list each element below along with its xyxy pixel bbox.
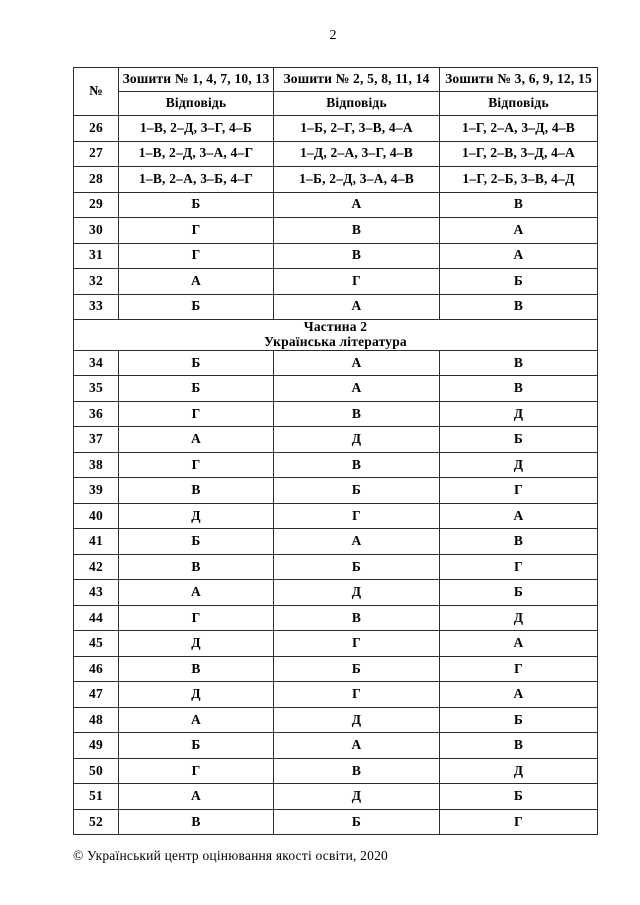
answer-cell: А bbox=[119, 269, 274, 295]
answer-cell: 1–Г, 2–Б, 3–В, 4–Д bbox=[440, 167, 598, 193]
answer-cell: Б bbox=[440, 269, 598, 295]
column-subheader-answer-3: Відповідь bbox=[440, 92, 598, 116]
answer-cell: В bbox=[440, 350, 598, 376]
answer-cell: Б bbox=[440, 427, 598, 453]
answer-cell: А bbox=[274, 529, 440, 555]
question-number-cell: 30 bbox=[74, 218, 119, 244]
question-number-cell: 42 bbox=[74, 554, 119, 580]
answer-row bbox=[74, 218, 598, 244]
answer-cell: Б bbox=[119, 350, 274, 376]
question-number-cell: 38 bbox=[74, 452, 119, 478]
question-number-cell: 27 bbox=[74, 141, 119, 167]
answer-cell: Г bbox=[440, 478, 598, 504]
table-body bbox=[74, 116, 598, 835]
answer-cell: Б bbox=[274, 656, 440, 682]
answer-cell: Б bbox=[274, 478, 440, 504]
answer-cell: В bbox=[119, 809, 274, 835]
answer-cell: А bbox=[119, 784, 274, 810]
question-number-cell: 47 bbox=[74, 682, 119, 708]
header-row-groups bbox=[74, 68, 598, 92]
answer-cell: Д bbox=[274, 707, 440, 733]
answer-cell: Г bbox=[119, 218, 274, 244]
answer-cell: Д bbox=[274, 580, 440, 606]
answer-row bbox=[74, 478, 598, 504]
answer-cell: В bbox=[274, 218, 440, 244]
answer-row bbox=[74, 682, 598, 708]
answer-cell: 1–Г, 2–А, 3–Д, 4–В bbox=[440, 116, 598, 142]
answer-row bbox=[74, 656, 598, 682]
answer-cell: 1–В, 2–А, 3–Б, 4–Г bbox=[119, 167, 274, 193]
column-header-group-3: Зошити № 3, 6, 9, 12, 15 bbox=[440, 68, 598, 92]
question-number-cell: 45 bbox=[74, 631, 119, 657]
question-number-cell: 46 bbox=[74, 656, 119, 682]
answer-cell: Д bbox=[119, 682, 274, 708]
question-number-cell: 39 bbox=[74, 478, 119, 504]
answer-row bbox=[74, 605, 598, 631]
answer-cell: В bbox=[440, 529, 598, 555]
answer-cell: В bbox=[274, 605, 440, 631]
question-number-cell: 28 bbox=[74, 167, 119, 193]
answer-cell: А bbox=[440, 682, 598, 708]
question-number-cell: 36 bbox=[74, 401, 119, 427]
answer-cell: Г bbox=[274, 269, 440, 295]
answer-cell: Г bbox=[119, 401, 274, 427]
answer-cell: Д bbox=[440, 452, 598, 478]
answer-cell: Д bbox=[119, 631, 274, 657]
answer-cell: Б bbox=[119, 294, 274, 320]
page-number: 2 bbox=[329, 28, 337, 43]
question-number-cell: 29 bbox=[74, 192, 119, 218]
answer-row bbox=[74, 141, 598, 167]
answer-row bbox=[74, 192, 598, 218]
answer-cell: В bbox=[119, 656, 274, 682]
answer-row bbox=[74, 503, 598, 529]
answer-row bbox=[74, 350, 598, 376]
answer-cell: А bbox=[274, 350, 440, 376]
question-number-cell: 40 bbox=[74, 503, 119, 529]
answer-cell: А bbox=[440, 631, 598, 657]
answer-cell: 1–В, 2–Д, 3–Г, 4–Б bbox=[119, 116, 274, 142]
answer-cell: Б bbox=[274, 809, 440, 835]
column-header-number: № bbox=[74, 68, 119, 116]
answer-row bbox=[74, 116, 598, 142]
answer-row bbox=[74, 554, 598, 580]
section-title-line: Українська література bbox=[264, 333, 407, 349]
question-number-cell: 48 bbox=[74, 707, 119, 733]
answer-row bbox=[74, 631, 598, 657]
answer-cell: Д bbox=[274, 784, 440, 810]
question-number-cell: 31 bbox=[74, 243, 119, 269]
header-row-subheaders bbox=[74, 92, 598, 116]
question-number-cell: 34 bbox=[74, 350, 119, 376]
section-title-line: Частина 2 bbox=[303, 319, 368, 334]
answer-row bbox=[74, 580, 598, 606]
answer-cell: Г bbox=[119, 452, 274, 478]
table-header bbox=[74, 68, 598, 116]
answer-cell: А bbox=[274, 376, 440, 402]
answer-row bbox=[74, 294, 598, 320]
answer-cell: 1–Д, 2–А, 3–Г, 4–В bbox=[274, 141, 440, 167]
question-number-cell: 52 bbox=[74, 809, 119, 835]
question-number-cell: 35 bbox=[74, 376, 119, 402]
answer-cell: Д bbox=[274, 427, 440, 453]
question-number-cell: 33 bbox=[74, 294, 119, 320]
answer-cell: Г bbox=[274, 631, 440, 657]
answer-cell: Д bbox=[440, 401, 598, 427]
answer-cell: А bbox=[274, 192, 440, 218]
answer-cell: 1–В, 2–Д, 3–А, 4–Г bbox=[119, 141, 274, 167]
answer-cell: Д bbox=[440, 758, 598, 784]
answer-row bbox=[74, 784, 598, 810]
answer-cell: В bbox=[274, 243, 440, 269]
answer-cell: А bbox=[119, 427, 274, 453]
answer-row bbox=[74, 243, 598, 269]
answer-row bbox=[74, 401, 598, 427]
question-number-cell: 44 bbox=[74, 605, 119, 631]
answer-cell: В bbox=[119, 554, 274, 580]
answer-row bbox=[74, 269, 598, 295]
answer-key-table bbox=[73, 67, 598, 835]
answer-cell: Г bbox=[440, 554, 598, 580]
answer-cell: А bbox=[274, 294, 440, 320]
answer-cell: В bbox=[119, 478, 274, 504]
answer-cell: Г bbox=[274, 503, 440, 529]
answer-cell: Д bbox=[119, 503, 274, 529]
answer-row bbox=[74, 167, 598, 193]
answer-row bbox=[74, 733, 598, 759]
answer-cell: Б bbox=[119, 733, 274, 759]
answer-row bbox=[74, 427, 598, 453]
answer-cell: Б bbox=[119, 192, 274, 218]
answer-cell: В bbox=[274, 452, 440, 478]
answer-cell: А bbox=[119, 707, 274, 733]
answer-cell: 1–Б, 2–Д, 3–А, 4–В bbox=[274, 167, 440, 193]
answer-cell: В bbox=[440, 376, 598, 402]
question-number-cell: 49 bbox=[74, 733, 119, 759]
answer-cell: Б bbox=[440, 784, 598, 810]
question-number-cell: 50 bbox=[74, 758, 119, 784]
question-number-cell: 26 bbox=[74, 116, 119, 142]
answer-cell: А bbox=[119, 580, 274, 606]
answer-cell: Б bbox=[440, 580, 598, 606]
answer-cell: Г bbox=[274, 682, 440, 708]
answer-row bbox=[74, 809, 598, 835]
answer-row bbox=[74, 707, 598, 733]
column-header-group-1: Зошити № 1, 4, 7, 10, 13 bbox=[119, 68, 274, 92]
answer-row bbox=[74, 376, 598, 402]
answer-cell: Г bbox=[119, 243, 274, 269]
answer-cell: А bbox=[440, 243, 598, 269]
answer-cell: А bbox=[274, 733, 440, 759]
answer-cell: 1–Г, 2–В, 3–Д, 4–А bbox=[440, 141, 598, 167]
answer-cell: 1–Б, 2–Г, 3–В, 4–А bbox=[274, 116, 440, 142]
answer-cell: Б bbox=[440, 707, 598, 733]
question-number-cell: 41 bbox=[74, 529, 119, 555]
column-subheader-answer-1: Відповідь bbox=[119, 92, 274, 116]
answer-cell: В bbox=[440, 294, 598, 320]
question-number-cell: 32 bbox=[74, 269, 119, 295]
answer-cell: Г bbox=[119, 605, 274, 631]
section-title bbox=[74, 320, 598, 351]
answer-cell: Б bbox=[119, 376, 274, 402]
section-header-row bbox=[74, 320, 598, 351]
answer-cell: В bbox=[274, 401, 440, 427]
answer-cell: А bbox=[440, 218, 598, 244]
column-header-group-2: Зошити № 2, 5, 8, 11, 14 bbox=[274, 68, 440, 92]
answer-row bbox=[74, 529, 598, 555]
answer-cell: В bbox=[440, 733, 598, 759]
question-number-cell: 51 bbox=[74, 784, 119, 810]
answer-cell: В bbox=[440, 192, 598, 218]
answer-cell: Б bbox=[274, 554, 440, 580]
question-number-cell: 43 bbox=[74, 580, 119, 606]
answer-cell: Г bbox=[440, 809, 598, 835]
answer-cell: Д bbox=[440, 605, 598, 631]
column-subheader-answer-2: Відповідь bbox=[274, 92, 440, 116]
copyright-footer: © Український центр оцінювання якості освіти, 2020 bbox=[73, 848, 388, 863]
answer-row bbox=[74, 452, 598, 478]
answer-cell: Г bbox=[119, 758, 274, 784]
answer-cell: Г bbox=[440, 656, 598, 682]
answer-cell: В bbox=[274, 758, 440, 784]
question-number-cell: 37 bbox=[74, 427, 119, 453]
answer-cell: А bbox=[440, 503, 598, 529]
answer-row bbox=[74, 758, 598, 784]
answer-cell: Б bbox=[119, 529, 274, 555]
